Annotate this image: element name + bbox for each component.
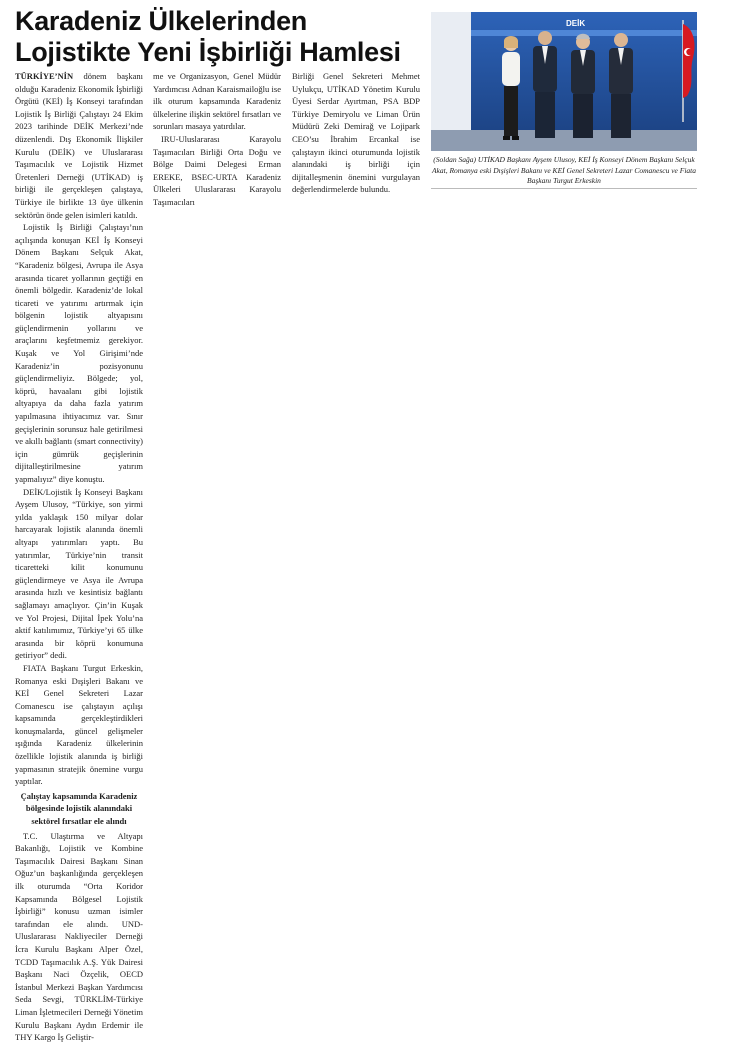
paragraph: FIATA Başkanı Turgut Erkeskin, Romanya eski Dışişleri Bakanı ve KEİ Genel Sekreteri Lazar Comanescu ise çalıştayın açılışı kapsamında gerçekleştirdikleri konuşmalarda, güncel gelişmeler ışığında Karadeniz ülkelerinin özellikle lojistik alanında iş birliği yapmasının stratejik önemine vurgu yaptılar.: [15, 662, 143, 787]
article-headline: [15, 6, 425, 68]
paragraph: T.C. Ulaştırma ve Altyapı Bakanlığı, Lojistik ve Kombine Taşımacılık Dairesi Başkanı Sinan Oğuz’un başkanlığında gerçekleşen ilk oturumda “Orta Koridor Kapsamında Bölgesel Lojistik İşbirliği” konusu uzman isimler tarafından ele alındı. UND-Uluslararası Nakliyeciler Derneği İcra Kurulu Başkanı Alper Özel, TCDD Taşımacılık A.Ş. Yük Dairesi Başkanı Naci Özçelik, OECD İstanbul Merkezi Başkan Yardımcısı Seda Sevgi, TÜRKLİM-Türkiye Liman İşletmecileri Derneği Yönetim Kurulu Başkanı Aydın Erdemir ile THY Kargo İş Geliştir-: [15, 830, 143, 1043]
article-column-3: [292, 70, 420, 196]
headline-line-1: Karadeniz Ülkelerinden: [15, 6, 307, 36]
headline-line-2: Lojistikte Yeni İşbirliği Hamlesi: [15, 37, 401, 67]
paragraph: [15, 70, 143, 221]
floor: [431, 130, 697, 151]
person-4: [609, 33, 633, 138]
photo-caption: (Soldan Sağa) UTİKAD Başkanı Ayşem Ulusoy, KEİ İş Konseyi Dönem Başkanı Selçuk Akat, Romanya eski Dışişleri Bakanı ve KEİ Genel Sekreteri Lazar Comanescu ve Fiata Başkanı Turgut Erkeskin: [431, 155, 697, 185]
paragraph: Lojistik İş Birliği Çalıştayı’nın açılışında konuşan KEİ İş Konseyi Dönem Başkanı Selçuk Akat, “Karadeniz bölgesi, Avrupa ile Asya arasında ticaret yollarının geçtiği en önemli bölgedir. Karadeniz’de lokal ticareti ve yatırımı artırmak için bölgenin lojistik altyapısını güçlendirmenin yollarını ve araçlarını keşfetmemiz gerekiyor. Kuşak ve Yol Girişimi’nde Karadeniz’in pozisyonunu güçlendirmeliyiz. Bölgede; yol, köprü, havaalanı gibi lojistik altyapıya da daha fazla yatırım yapılmasına ihtiyacımız var. Sınır geçişlerinin sorunsuz hale getirilmesi ve akıllı bağlantı (smart connectivity) için gümrük geçişlerinin dijitalleştirilmesine yatırım yapmalıyız” diye konuştu.: [15, 222, 143, 484]
paragraph-text: dönem başkanı olduğu Karadeniz Ekonomik İşbirliği Örgütü (KEİ) İş Konseyi tarafından Lojistik İş Birliği Çalıştayı 24 Ekim 2023 tarihinde DEİK Merkezi’nde düzenlendi. Dış Ekonomik İlişkiler Kurulu (DEİK) ve Uluslararası Taşımacılık ve Lojistik Hizmet Üretenleri Derneği (UTİKAD) iş birliği ile gerçekleşen çalıştaya, Türkiye ile birlikte 13 üye ülkenin sektörün önde gelen isimleri katıldı.: [15, 71, 143, 220]
lead-word: TÜRKİYE’NİN: [15, 71, 74, 81]
article-column-2: [153, 70, 281, 209]
section-subheading: Çalıştay kapsamında Karadeniz bölgesinde lojistik alanındaki sektörel fırsatlar ele alındı: [20, 790, 138, 827]
paragraph: me ve Organizasyon, Genel Müdür Yardımcısı Adnan Karaismailoğlu ise ilk oturum kapsamında Karadeniz ülkelerine ilişkin sektörel fırsatları ve sorunları masaya yatırdılar.: [153, 71, 281, 132]
person-2: [533, 31, 557, 138]
paragraph: DEİK/Lojistik İş Konseyi Başkanı Ayşem Ulusoy, “Türkiye, son yirmi yılda yaklaşık 150 milyar dolar harcayarak lojistik alanında önemli altyapı yatırımları yaptı. Bu yatırımlar, Türkiye’nin transit ticaretteki kilit konumunu güçlendirmeye ve Asya ile Avrupa arasında hızlı ve kesintisiz bağlantı sağlamayı amaçlıyor. Çin’in Kuşak ve Yol Projesi, Dijital İpek Yolu’na aktif katılımımız, Türkiye’yi 65 ülke arasında bir köprü konumuna getiriyor” dedi.: [15, 486, 143, 661]
caption-divider: [431, 188, 697, 189]
backdrop-logo: DEİK: [566, 19, 586, 28]
paragraph: IRU-Uluslararası Karayolu Taşımacıları Birliği Orta Doğu ve Bölge Daimi Delegesi Erman EREKE, BSEC-URTA Karadeniz Ülkeleri Uluslararası Karayolu Taşımacıları: [153, 133, 281, 207]
article-photo: [431, 12, 697, 151]
paragraph: Birliği Genel Sekreteri Mehmet Uylukçu, UTİKAD Yönetim Kurulu Üyesi Serdar Ayırtman, PSA BDP Türkiye Demiryolu ve Liman Ürün Müdürü Zeki Demirağ ve Lojipark CEO’su İbrahim Ercankal ise çalıştayın ikinci oturumunda lojistik alanındaki iş birliği için dijitalleşmenin önemini vurgulayan değerlendirmelerde bulundu.: [292, 71, 420, 195]
article-column-1: [15, 70, 143, 1044]
